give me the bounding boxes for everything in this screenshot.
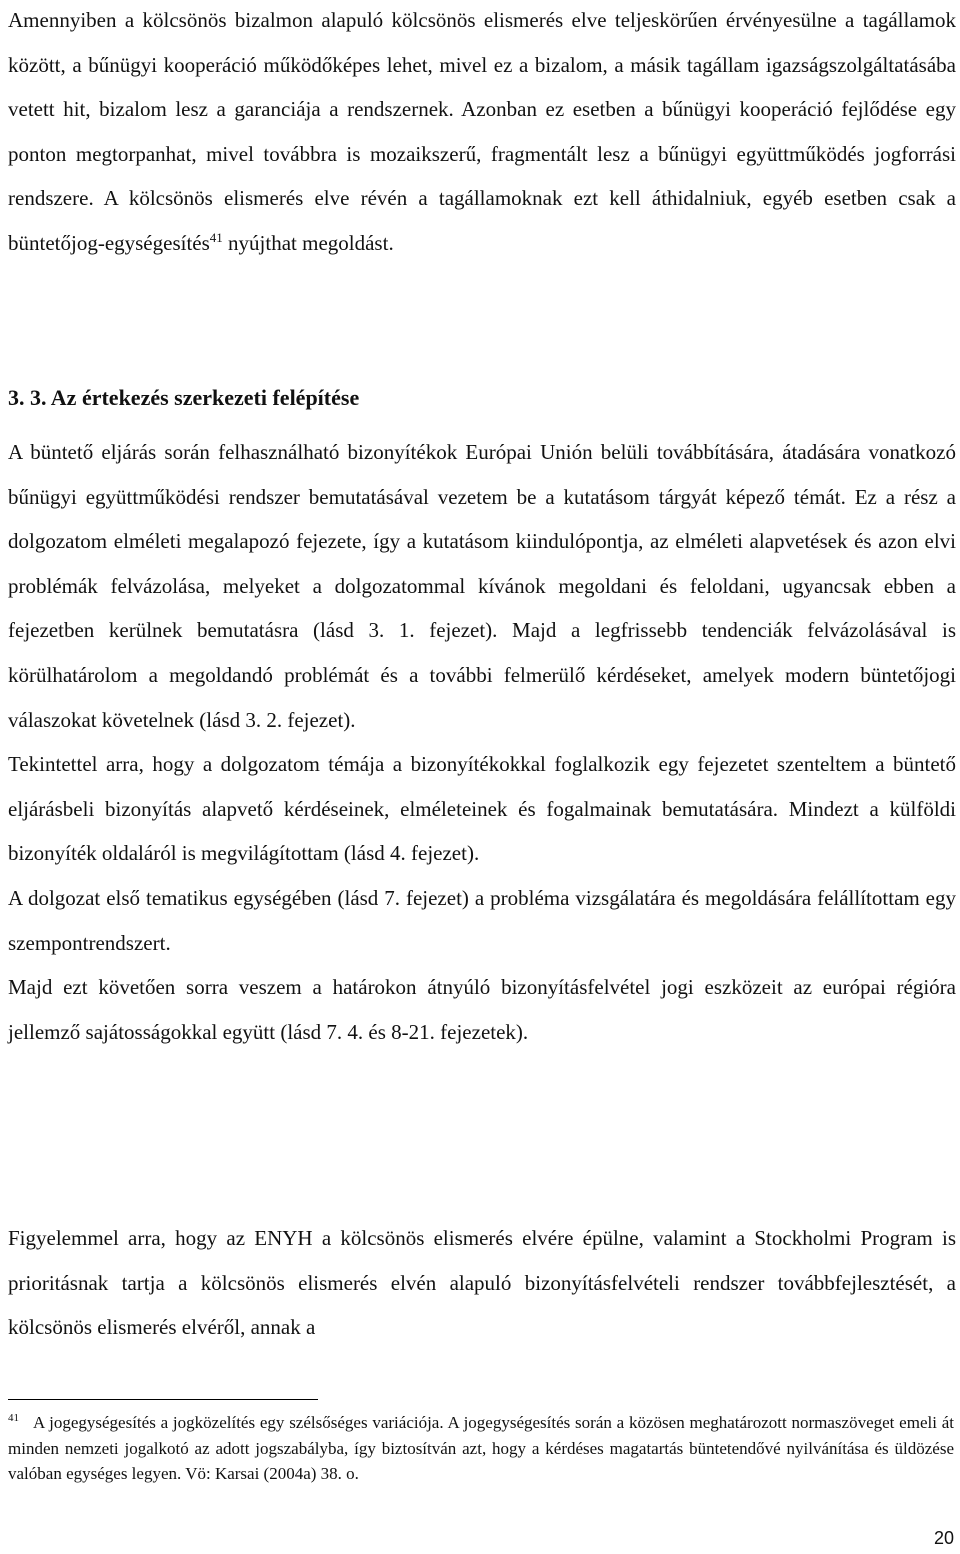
structure-paragraph-1: A büntető eljárás során felhasználható bizonyítékok Európai Unión belüli továbbítására, átadására vonatkozó bűnügyi együttműködési rendszer bemutatásával vezetem be a kutatásom tárgyát képező témát. Ez a rész a dolgozatom elméleti megalapozó fejezete, így a kutatásom kiindulópontja, az elméleti alapvetések és azon elvi problémák felvázolása, melyeket a dolgozatommal kívánok megoldani és feloldani, ugyancsak ebben a fejezetben kerülnek bemutatásra (lásd 3. 1. fejezet). Majd a legfrissebb tendenciák felvázolásával is körülhatárolom a megoldandó problémát és a további felmerülő kérdéseket, amelyek modern büntetőjogi válaszokat követelnek (lásd 3. 2. fejezet). <box>8 440 956 732</box>
footnote-number: 41 <box>8 1412 19 1425</box>
intro-text-end: nyújthat megoldást. <box>222 230 394 255</box>
footnote-text: A jogegységesítés a jogközelítés egy szélsőséges variációja. A jogegységesítés során a közösen meghatározott normaszöveget emeli át minden nemzeti jogalkotó az adott jogszabályba, így biztosítván azt, hogy a kérdéses magatartás büntetendővé nyilvánítása és üldözése valóban egységes legyen. Vö: Karsai (2004a) 38. o. <box>8 1413 954 1483</box>
intro-section <box>8 0 956 266</box>
footnote-reference[interactable]: 41 <box>209 229 223 245</box>
structure-paragraph-3: A dolgozat első tematikus egységében (lásd 7. fejezet) a probléma vizsgálatára és megoldására felállítottam egy szempontrendszert. <box>8 885 956 955</box>
closing-section <box>8 1216 956 1350</box>
section-heading <box>8 378 359 418</box>
page-number: 20 <box>933 1528 954 1548</box>
intro-text: Amennyiben a kölcsönös bizalmon alapuló kölcsönös elismerés elve teljeskörűen érvényesülne a tagállamok között, a bűnügyi kooperáció működőképes lehet, mivel ez a bizalom, a másik tagállam igazságszolgáltatásába vetett hit, bizalom lesz a garanciája a rendszernek. Azonban ez esetben a bűnügyi kooperáció fejlődése egy ponton megtorpanhat, mivel továbbra is mozaikszerű, fragmentált lesz a bűnügyi együttműködés jogforrási rendszere. A kölcsönös elismerés elve révén a tagállamoknak ezt kell áthidalniuk, egyéb esetben csak a büntetőjog-egységesítés <box>8 8 956 255</box>
closing-paragraph: Figyelemmel arra, hogy az ENYH a kölcsönös elismerés elvére épülne, valamint a Stockholmi Program is prioritásnak tartja a kölcsönös elismerés elvén alapuló bizonyításfelvételi rendszer továbbfejlesztését, a kölcsönös elismerés elvéről, annak a <box>8 1226 956 1340</box>
section-title: Az értekezés szerkezeti felépítése <box>50 385 360 410</box>
footnote-divider <box>8 1399 318 1400</box>
structure-section <box>8 430 956 1054</box>
structure-paragraph-2: Tekintettel arra, hogy a dolgozatom témája a bizonyítékokkal foglalkozik egy fejezetet szenteltem a büntető eljárásbeli bizonyítás alapvető kérdéseinek, elméleteinek és fogalmainak bemutatására. Mindezt a külföldi bizonyíték oldaláról is megvilágítottam (lásd 4. fejezet). <box>8 752 956 866</box>
intro-paragraph <box>8 0 956 266</box>
section-number: 3. 3. <box>8 385 47 410</box>
footnote <box>8 1410 954 1487</box>
structure-paragraph-4: Majd ezt követően sorra veszem a határokon átnyúló bizonyításfelvétel jogi eszközeit az európai régióra jellemző sajátosságokkal együtt (lásd 7. 4. és 8-21. fejezetek). <box>8 975 956 1044</box>
